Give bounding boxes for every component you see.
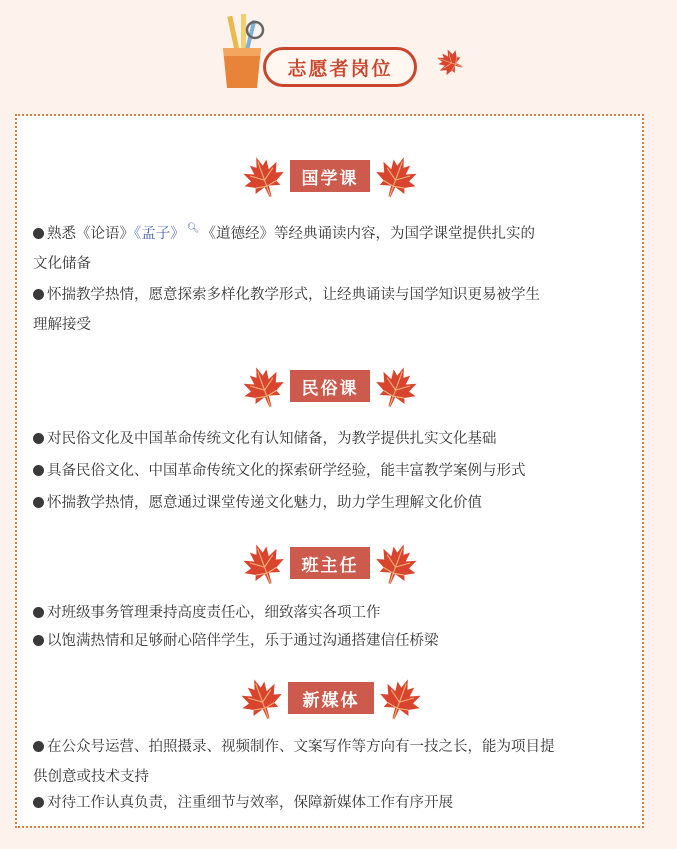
content-panel (15, 114, 644, 828)
maple-leaf-icon (375, 154, 419, 198)
list-item: 以饱满热情和足够耐心陪伴学生，乐于通过沟通搭建信任桥梁 (33, 626, 633, 656)
list-item: 具备民俗文化、中国革命传统文化的探索研学经验，能丰富教学案例与形式 (33, 456, 633, 486)
section-tag: 新媒体 (288, 682, 374, 714)
section-header-banzhuren (17, 541, 642, 585)
bullet-icon (33, 635, 44, 646)
bullet-icon (33, 465, 44, 476)
list-item: 对待工作认真负责，注重细节与效率，保障新媒体工作有序开展 (33, 788, 633, 818)
bullet-icon (33, 607, 44, 618)
bullet-icon (33, 228, 44, 239)
list-item: 怀揣教学热情，愿意通过课堂传递文化魅力，助力学生理解文化价值 (33, 488, 633, 518)
maple-leaf-icon (239, 676, 283, 720)
search-icon[interactable]: 🔍︎ (186, 223, 200, 234)
maple-leaf-icon (375, 541, 419, 585)
list-item: 怀揣教学热情，愿意探索多样化教学形式，让经典诵读与国学知识更易被学生 理解接受 (33, 287, 540, 333)
section-tag: 国学课 (290, 160, 370, 192)
bullet-icon (33, 497, 44, 508)
maple-leaf-icon (241, 154, 285, 198)
maple-leaf-icon (241, 364, 285, 408)
bullet-icon (33, 797, 44, 808)
maple-leaf-icon (424, 48, 474, 76)
maple-leaf-icon (379, 676, 423, 720)
section-tag: 班主任 (290, 547, 370, 579)
list-item: 对民俗文化及中国革命传统文化有认知储备，为教学提供扎实文化基础 (33, 424, 633, 454)
pencil-cup-icon (219, 14, 265, 90)
page-header (0, 0, 677, 110)
bullet-icon (33, 433, 44, 444)
bullet-icon (33, 741, 44, 752)
list-item: 在公众号运营、拍照摄录、视频制作、文案写作等方向有一技之长，能为项目提 供创意或技术支持 (33, 739, 555, 785)
page-title: 志愿者岗位 (263, 47, 417, 87)
section-header-minsu (17, 364, 642, 408)
maple-leaf-icon (375, 364, 419, 408)
bullet-icon (33, 289, 44, 300)
maple-leaf-icon (241, 541, 285, 585)
section-tag: 民俗课 (290, 370, 370, 402)
list-item: 对班级事务管理秉持高度责任心，细致落实各项工作 (33, 598, 633, 628)
mengzi-link[interactable]: 《孟子》 (134, 226, 185, 242)
list-item: 熟悉《论语》《孟子》 🔍︎ 《道德经》等经典诵读内容，为国学课堂提供扎实的 文化储备 (33, 223, 535, 272)
section-header-guoxue (17, 154, 642, 198)
section-header-xinmeiti (17, 676, 642, 720)
